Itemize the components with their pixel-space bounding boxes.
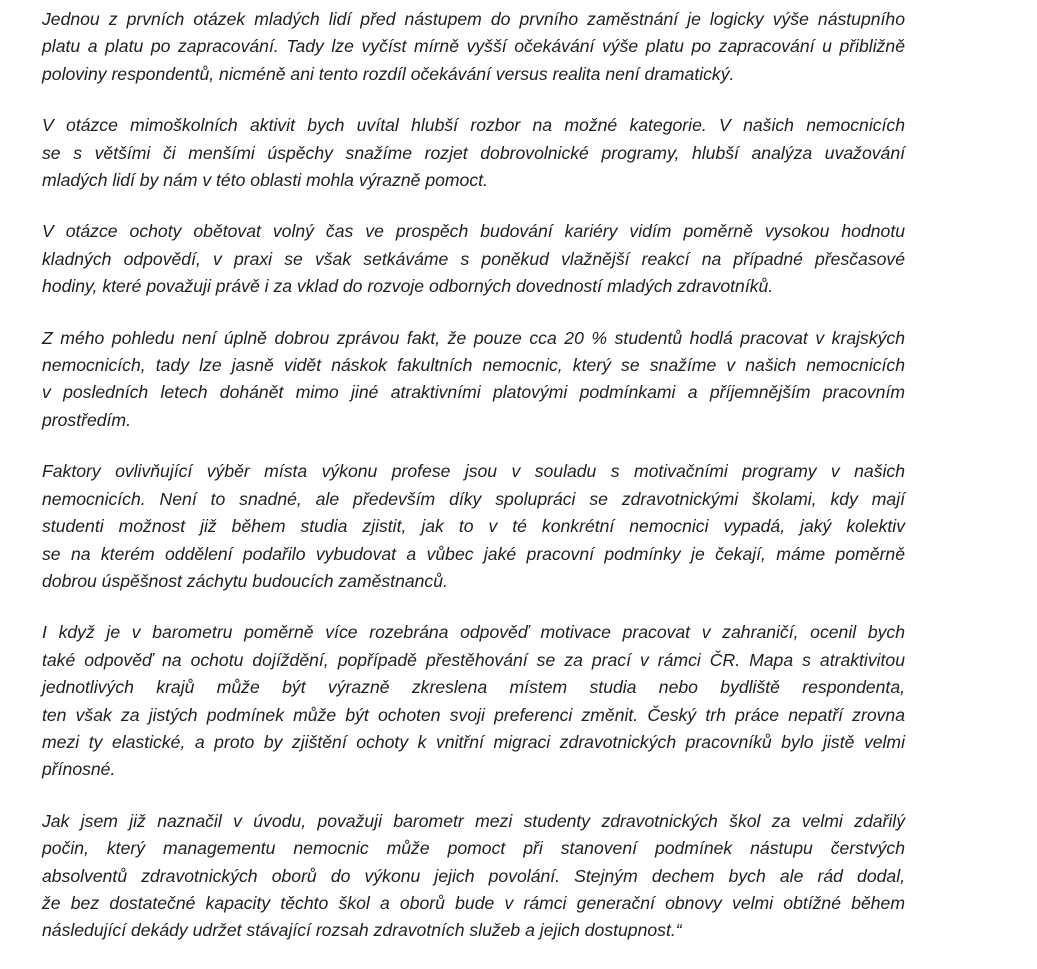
text-line: se s většími či menšími úspěchy snažíme rozjet dobrovolnické programy, hlubší analýza uvažování	[42, 142, 905, 163]
paragraph-2	[42, 112, 905, 194]
text-line: mladých lidí by nám v této oblasti mohla výrazně pomoct.	[42, 170, 488, 191]
text-line: nemocnicích, tady lze jasně vidět náskok fakultních nemocnic, který se snažíme v našich nemocnicích	[42, 355, 905, 376]
paragraph-6	[42, 619, 905, 783]
text-line: počin, který managementu nemocnic může pomoct při stanovení podmínek nástupu čerstvých	[42, 838, 905, 859]
text-line: platu a platu po zapracování. Tady lze vyčíst mírně vyšší očekávání výše platu po zapracování u přibližně	[42, 36, 905, 57]
text-line: také odpověď na ochotu dojíždění, popřípadě přestěhování se za prací v rámci ČR. Mapa s atraktivitou	[42, 649, 905, 670]
paragraph-1	[42, 6, 905, 88]
text-line: v posledních letech dohánět mimo jiné atraktivními platovými podmínkami a příjemnějším pracovním	[42, 382, 905, 403]
text-line: Jednou z prvních otázek mladých lidí před nástupem do prvního zaměstnání je logicky výše nástupního	[42, 9, 905, 29]
text-line: Z mého pohledu není úplně dobrou zprávou fakt, že pouze cca 20 % studentů hodlá pracovat v krajských	[42, 327, 905, 348]
text-line: kladných odpovědí, v praxi se však setkáváme s poněkud vlažnější reakcí na případné přesčasové	[42, 248, 905, 269]
text-line: následující dekády udržet stávající rozsah zdravotních služeb a jejich dostupnost.“	[42, 920, 682, 941]
paragraph-7	[42, 808, 905, 945]
document-body	[42, 6, 905, 969]
text-line: Jak jsem již naznačil v úvodu, považuji barometr mezi studenty zdravotnických škol za velmi zdařilý	[42, 810, 905, 831]
paragraph-5	[42, 458, 905, 595]
text-line: Faktory ovlivňující výběr místa výkonu profese jsou v souladu s motivačními programy v našich	[42, 461, 905, 482]
text-line: V otázce ochoty obětovat volný čas ve prospěch budování kariéry vidím poměrně vysokou hodnotu	[42, 221, 905, 242]
text-line: že bez dostatečné kapacity těchto škol a oborů bude v rámci generační obnovy velmi obtížné během	[42, 892, 905, 913]
text-line: V otázce mimoškolních aktivit bych uvítal hlubší rozbor na možné kategorie. V našich nemocnicích	[42, 115, 905, 136]
paragraph-3	[42, 218, 905, 300]
text-line: mezi ty elastické, a proto by zjištění ochoty k vnitřní migraci zdravotnických pracovníků bylo jistě velmi	[42, 731, 905, 752]
paragraph-4	[42, 325, 905, 435]
text-line: studenti možnost již během studia zjistit, jak to v té konkrétní nemocnici vypadá, jaký kolektiv	[42, 516, 905, 537]
text-line: se na kterém oddělení podařilo vybudovat a vůbec jaké pracovní podmínky je čekají, máme poměrně	[42, 543, 905, 564]
text-line: prostředím.	[42, 409, 131, 430]
text-line: přínosné.	[42, 759, 116, 780]
text-line: I když je v barometru poměrně více rozebrána odpověď motivace pracovat v zahraničí, ocenil bych	[42, 622, 905, 643]
text-line: jednotlivých krajů může být výrazně zkreslena místem studia nebo bydliště respondenta,	[42, 677, 905, 698]
text-line: hodiny, které považuji právě i za vklad do rozvoje odborných dovedností mladých zdravotníků.	[42, 276, 774, 297]
text-line: poloviny respondentů, nicméně ani tento rozdíl očekávání versus realita není dramatický.	[42, 63, 735, 84]
text-line: ten však za jistých podmínek může být ochoten svoji preferenci změnit. Český trh práce nepatří zrovna	[42, 704, 905, 725]
text-line: nemocnicích. Není to snadné, ale především díky spolupráci se zdravotnickými školami, kdy mají	[42, 488, 905, 509]
text-line: dobrou úspěšnost záchytu budoucích zaměstnanců.	[42, 570, 448, 591]
text-line: absolventů zdravotnických oborů do výkonu jejich povolání. Stejným dechem bych ale rád dodal,	[42, 865, 905, 886]
